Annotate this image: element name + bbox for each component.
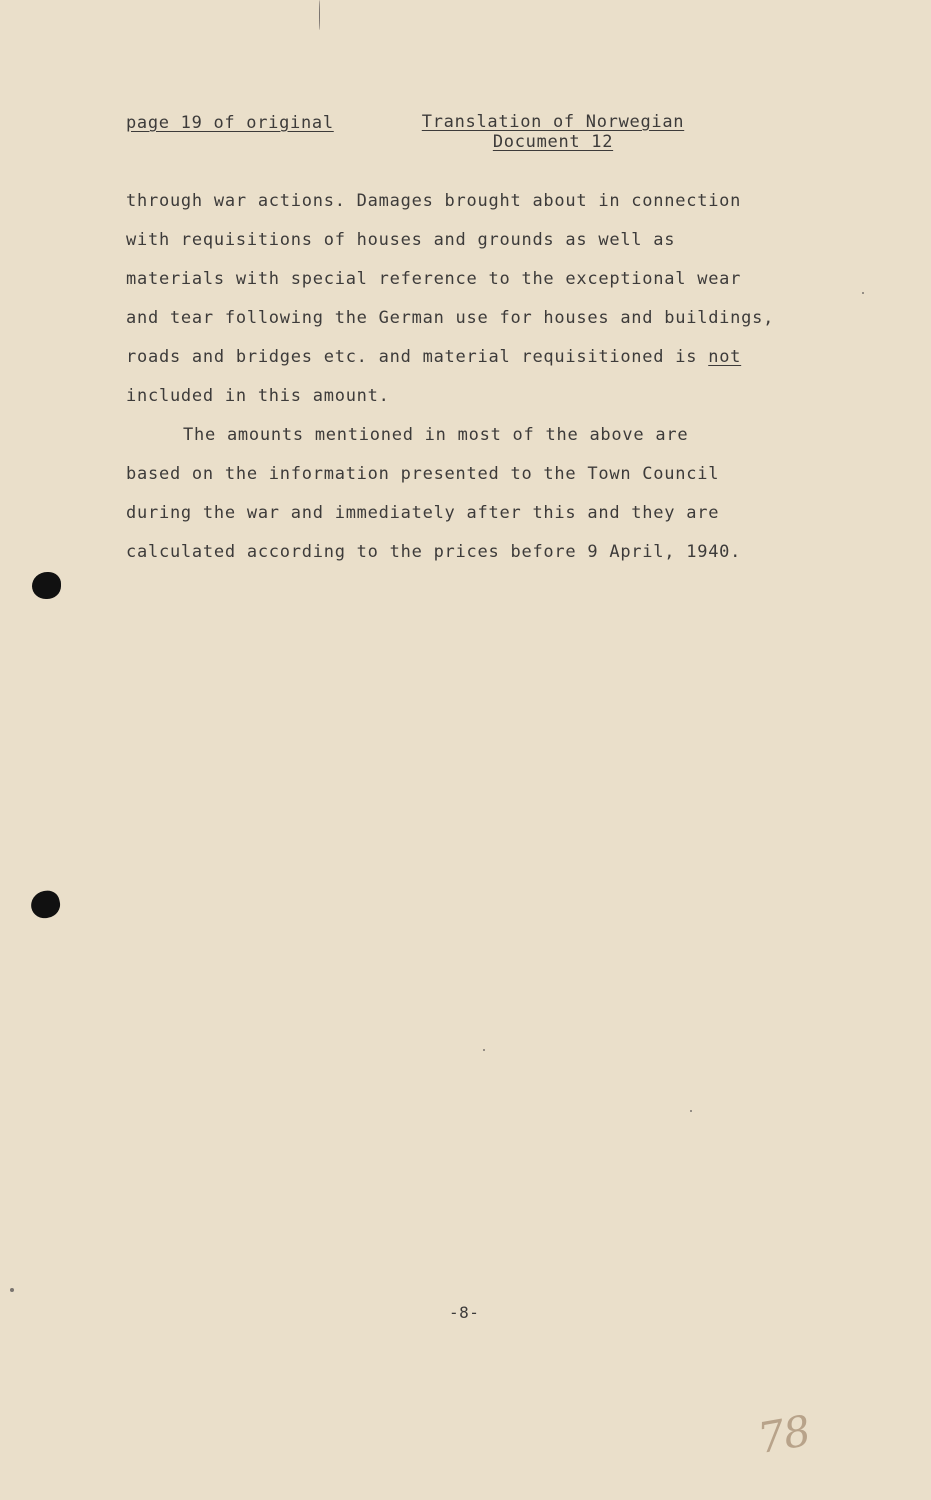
paper-mark: [690, 1110, 692, 1112]
translation-heading-line: Translation of Norwegian: [421, 112, 685, 132]
body-line-text: The amounts mentioned in most of the above are: [183, 425, 689, 445]
body-line: calculated according to the prices before 9 April, 1940.: [126, 542, 742, 562]
punch-hole: [29, 888, 63, 920]
translation-heading: [413, 112, 693, 152]
body-line: based on the information presented to the Town Council: [126, 464, 720, 484]
body-line-text: roads and bridges etc. and material requisitioned is: [126, 347, 709, 367]
body-line: through war actions. Damages brought about in connection: [126, 191, 742, 211]
paper-mark: [862, 292, 864, 294]
body-line: and tear following the German use for houses and buildings,: [126, 308, 775, 328]
document-number: Document 12: [492, 132, 614, 152]
body-line: materials with special reference to the exceptional wear: [126, 269, 742, 289]
document-body: [126, 188, 826, 578]
body-line: with requisitions of houses and grounds as well as: [126, 230, 676, 250]
paper-mark: [319, 0, 320, 30]
punch-hole: [32, 572, 61, 599]
body-line: [126, 344, 826, 383]
body-line: [126, 422, 826, 461]
page-number: -8-: [449, 1303, 480, 1322]
paper-mark: [483, 1049, 485, 1051]
paper-mark: [10, 1288, 14, 1292]
handwritten-page-number: 78: [754, 1405, 814, 1464]
body-line: included in this amount.: [126, 386, 390, 406]
page-reference: page 19 of original: [126, 113, 334, 133]
body-line: during the war and immediately after this and they are: [126, 503, 720, 523]
emphasized-word: not: [708, 347, 742, 367]
